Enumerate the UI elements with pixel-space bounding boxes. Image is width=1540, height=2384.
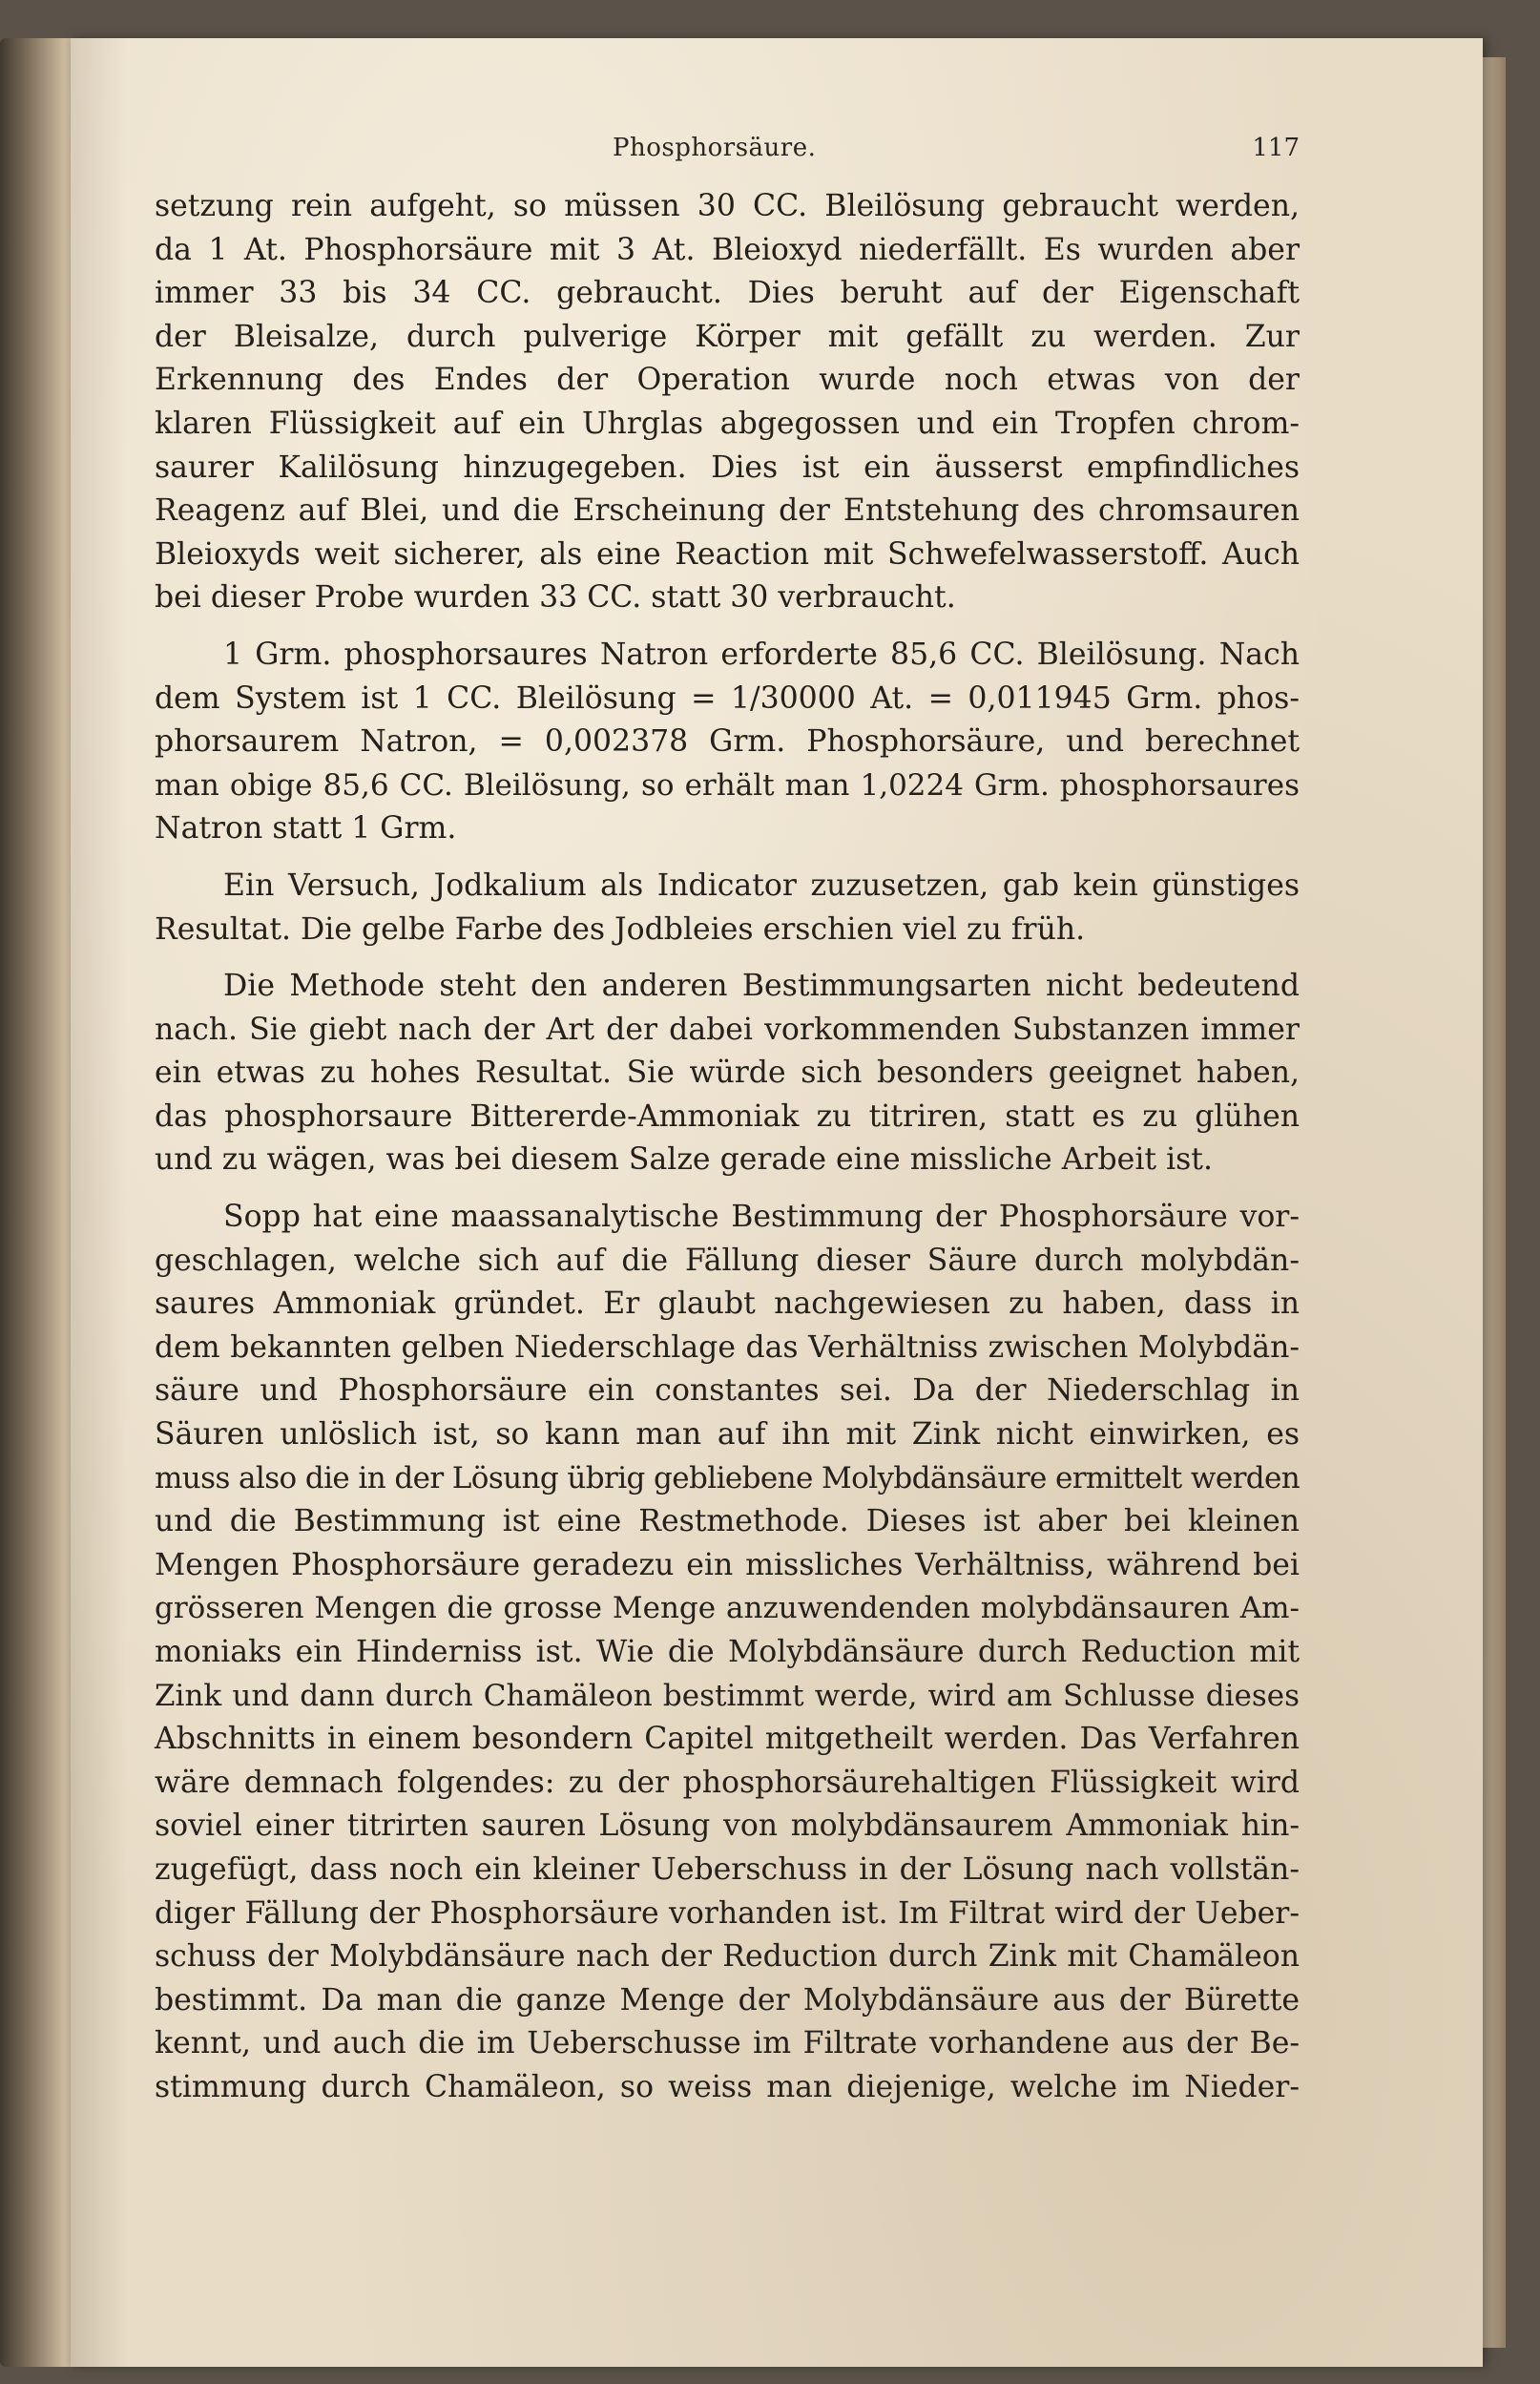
text-line: Mengen Phosphorsäure geradezu ein missliches Verhältniss, während bei (155, 1547, 1300, 1582)
text-line: soviel einer titrirten sauren Lösung von molybdänsaurem Ammoniak hin- (155, 1809, 1300, 1844)
text-line: klaren Flüssigkeit auf ein Uhrglas abgegossen und ein Tropfen chrom- (155, 406, 1300, 441)
paragraph (155, 865, 1300, 952)
text-line: setzung rein aufgeht, so müssen 30 CC. Bleilösung gebraucht werden, (155, 189, 1300, 223)
text-line: saurer Kalilösung hinzugegeben. Dies ist ein äusserst empfindliches (155, 450, 1300, 485)
text-line: Natron statt 1 Grm. (155, 811, 457, 847)
text-line: wäre demnach folgendes: zu der phosphorsäurehaltigen Flüssigkeit wird (155, 1765, 1300, 1800)
body-text (155, 185, 1300, 2110)
text-line: moniaks ein Hinderniss ist. Wie die Molybdänsäure durch Reduction mit (155, 1635, 1300, 1669)
text-line: Sopp hat eine maassanalytische Bestimmung der Phosphorsäure vor- (223, 1200, 1300, 1235)
text-line: man obige 85,6 CC. Bleilösung, so erhält man 1,0224 Grm. phosphorsaures (155, 767, 1300, 803)
text-line: stimmung durch Chamäleon, so weiss man diejenige, welche im Nieder- (155, 2069, 1300, 2104)
text-line: bei dieser Probe wurden 33 CC. statt 30 verbraucht. (155, 580, 956, 616)
text-line: 1 Grm. phosphorsaures Natron erforderte 85,6 CC. Bleilösung. Nach (223, 637, 1300, 672)
text-line: dem System ist 1 CC. Bleilösung = 1/30000 At. = 0,011945 Grm. phos- (155, 680, 1300, 716)
paragraph (155, 965, 1300, 1182)
paragraph (155, 185, 1300, 620)
text-line: Zink und dann durch Chamäleon bestimmt werde, wird am Schlusse dieses (155, 1678, 1300, 1713)
paragraph (155, 634, 1300, 851)
running-head: Phosphorsäure. (613, 134, 817, 162)
text-line: ein etwas zu hohes Resultat. Sie würde sich besonders geeignet haben, (155, 1056, 1300, 1091)
text-line: schuss der Molybdänsäure nach der Reduction durch Zink mit Chamäleon (155, 1939, 1300, 1975)
text-line: diger Fällung der Phosphorsäure vorhanden ist. Im Filtrat wird der Ueber- (155, 1895, 1300, 1931)
page-header (155, 134, 1300, 172)
text-line: Bleioxyds weit sicherer, als eine Reaction mit Schwefelwasserstoff. Auch (155, 536, 1300, 572)
text-line: zugefügt, dass noch ein kleiner Ueberschuss in der Lösung nach vollstän- (155, 1851, 1300, 1887)
text-line: Abschnitts in einem besondern Capitel mitgetheilt werden. Das Verfahren (155, 1722, 1300, 1757)
text-line: Ein Versuch, Jodkalium als Indicator zuzusetzen, gab kein günstiges (223, 868, 1300, 903)
text-line: und zu wägen, was bei diesem Salze gerade eine missliche Arbeit ist. (155, 1142, 1213, 1178)
text-line: das phosphorsaure Bittererde-Ammoniak zu titriren, statt es zu glühen (155, 1098, 1300, 1134)
text-line: dem bekannten gelben Niederschlage das Verhältniss zwischen Molybdän- (155, 1329, 1300, 1365)
text-line: kennt, und auch die im Ueberschusse im Filtrate vorhandene aus der Be- (155, 2026, 1300, 2061)
text-line: Reagenz auf Blei, und die Erscheinung der Entstehung des chromsauren (155, 493, 1300, 529)
text-line: säure und Phosphorsäure ein constantes sei. Da der Niederschlag in (155, 1373, 1300, 1409)
paragraph (155, 1196, 1300, 2109)
text-line: der Bleisalze, durch pulverige Körper mit gefällt zu werden. Zur (155, 319, 1300, 354)
text-line: grösseren Mengen die grosse Menge anzuwendenden molybdänsauren Am- (155, 1591, 1300, 1626)
text-line: und die Bestimmung ist eine Restmethode. Dieses ist aber bei kleinen (155, 1504, 1300, 1539)
text-line: phorsaurem Natron, = 0,002378 Grm. Phosphorsäure, und berechnet (155, 724, 1300, 760)
text-line: Die Methode steht den anderen Bestimmungsarten nicht bedeutend (223, 969, 1300, 1004)
text-line: Resultat. Die gelbe Farbe des Jodbleies erschien viel zu früh. (155, 911, 1086, 947)
text-line: Erkennung des Endes der Operation wurde noch etwas von der (155, 363, 1300, 398)
text-line: Säuren unlöslich ist, so kann man auf ihn mit Zink nicht einwirken, es (155, 1417, 1300, 1453)
text-line: bestimmt. Da man die ganze Menge der Molybdänsäure aus der Bürette (155, 1982, 1300, 2018)
text-line: saures Ammoniak gründet. Er glaubt nachgewiesen zu haben, dass in (155, 1286, 1300, 1322)
text-line: da 1 At. Phosphorsäure mit 3 At. Bleioxyd niederfällt. Es wurden aber (155, 232, 1300, 267)
text-line: geschlagen, welche sich auf die Fällung dieser Säure durch molybdän- (155, 1243, 1300, 1278)
text-line: immer 33 bis 34 CC. gebraucht. Dies beruht auf der Eigenschaft (155, 276, 1300, 311)
text-line: nach. Sie giebt nach der Art der dabei vorkommenden Substanzen immer (155, 1012, 1300, 1047)
page-number: 117 (1252, 134, 1300, 162)
text-line: muss also die in der Lösung übrig gebliebene Molybdänsäure ermittelt werden (155, 1460, 1301, 1495)
